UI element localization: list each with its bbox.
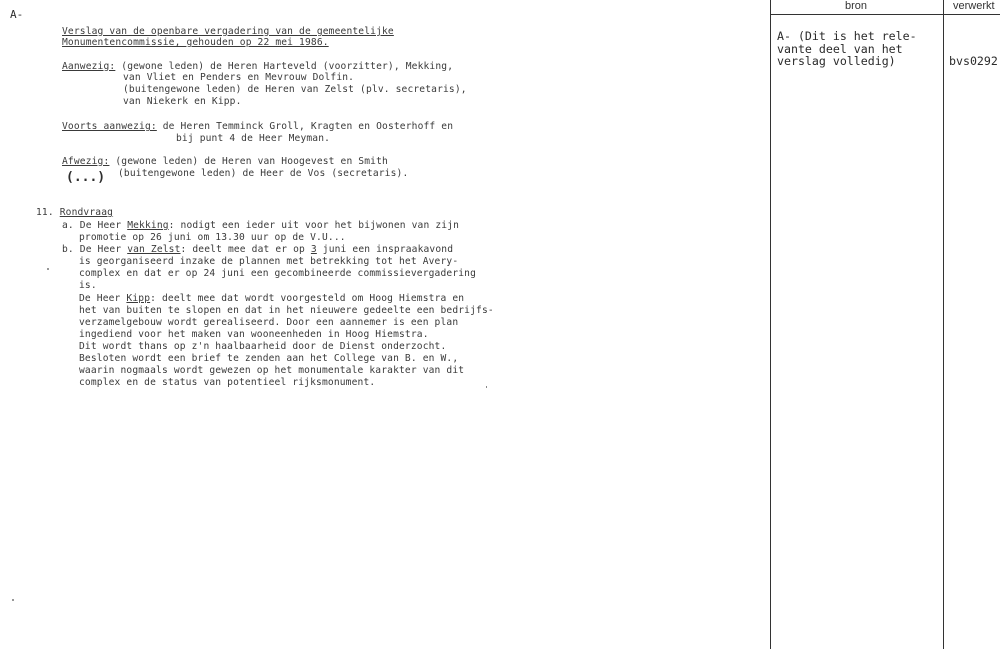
item-b-text-rest: juni een inspraakavond [316, 244, 454, 255]
kipp-line: Dit wordt thans op z'n haalbaarheid door de Dienst onderzocht. [79, 341, 447, 352]
item-a-text: : nodigt een ieder uit voor het bijwonen van zijn [168, 220, 460, 231]
item-b-name: van Zelst [127, 244, 181, 255]
column-divider [770, 0, 771, 649]
item-b-prefix: b. De Heer [62, 244, 128, 255]
item-b [62, 244, 453, 255]
item-b-line: is georganiseerd inzake de plannen met betrekking tot het Avery- [79, 256, 459, 267]
title-line: Verslag van de openbare vergadering van de gemeentelijke [62, 26, 394, 37]
kipp-prefix: De Heer [79, 293, 127, 304]
present-line: van Niekerk en Kipp. [123, 96, 242, 107]
item-a [62, 220, 459, 231]
item-a-prefix: a. De Heer [62, 220, 128, 231]
title-line: Monumentencommissie, gehouden op 22 mei 1986. [62, 37, 329, 48]
absent-text: (gewone leden) de Heren van Hoogevest en Smith [109, 156, 388, 167]
item-b-text: : deelt mee dat er op [180, 244, 311, 255]
kipp-name: Kipp [126, 293, 151, 304]
present-line: (buitengewone leden) de Heren van Zelst (plv. secretaris), [123, 84, 467, 95]
item-b-day: 3 [310, 244, 317, 255]
kipp-line: verzamelgebouw wordt gerealiseerd. Door een aannemer is een plan [79, 317, 459, 328]
archive-sidebar [770, 0, 1000, 649]
present-line [62, 61, 453, 72]
kipp-line: waarin nogmaals wordt gewezen op het monumentale karakter van dit [79, 365, 465, 376]
also-present-label: Voorts aanwezig: [62, 121, 157, 132]
scan-speck [47, 268, 49, 270]
present-label: Aanwezig: [62, 61, 116, 72]
also-present-line: bij punt 4 de Heer Meyman. [176, 133, 331, 144]
kipp-line: het van buiten te slopen en dat in het nieuwere gedeelte een bedrijfs- [79, 305, 494, 316]
also-present-text: de Heren Temminck Groll, Kragten en Oosterhoff en [156, 121, 454, 132]
present-line: van Vliet en Penders en Mevrouw Dolfin. [123, 72, 355, 83]
omission-mark: (...) [66, 170, 106, 185]
item-b-line: is. [79, 280, 97, 291]
kipp-line: Besloten wordt een brief te zenden aan het College van B. en W., [79, 353, 459, 364]
column-divider [943, 0, 944, 649]
item-a-line: promotie op 26 juni om 13.30 uur op de V.U... [79, 232, 346, 243]
source-note [777, 30, 917, 68]
header-divider [770, 14, 1000, 15]
processed-code: bvs0292 [949, 54, 998, 68]
item-a-name: Mekking [127, 220, 169, 231]
column-header-verwerkt: verwerkt [953, 0, 995, 12]
absent-line: (buitengewone leden) de Heer de Vos (secretaris). [118, 168, 409, 179]
also-present-line [62, 121, 453, 132]
item-b-line: complex en dat er op 24 juni een gecombineerde commissievergadering [79, 268, 477, 279]
kipp-text: : deelt mee dat wordt voorgesteld om Hoog Hiemstra en [150, 293, 465, 304]
section-title: Rondvraag [59, 207, 114, 218]
source-note-line: verslag volledig) [777, 54, 896, 68]
column-header-bron: bron [845, 0, 868, 12]
kipp-line: ingediend voor het maken van wooneenheden in Hoog Hiemstra. [79, 329, 429, 340]
present-text: (gewone leden) de Heren Harteveld (voorzitter), Mekking, [115, 61, 454, 72]
source-note-line: vante deel van het [777, 41, 903, 56]
scan-speck [12, 599, 14, 601]
kipp-paragraph [79, 293, 464, 304]
section-number: 11. [36, 207, 54, 218]
scan-speck [486, 386, 487, 388]
absent-label: Afwezig: [62, 156, 110, 167]
source-note-line: A- (Dit is het rele- [777, 29, 917, 43]
absent-line [62, 156, 388, 167]
margin-mark: A- [10, 8, 24, 21]
section-heading [36, 207, 113, 218]
kipp-line: complex en de status van potentieel rijksmonument. [79, 377, 376, 388]
